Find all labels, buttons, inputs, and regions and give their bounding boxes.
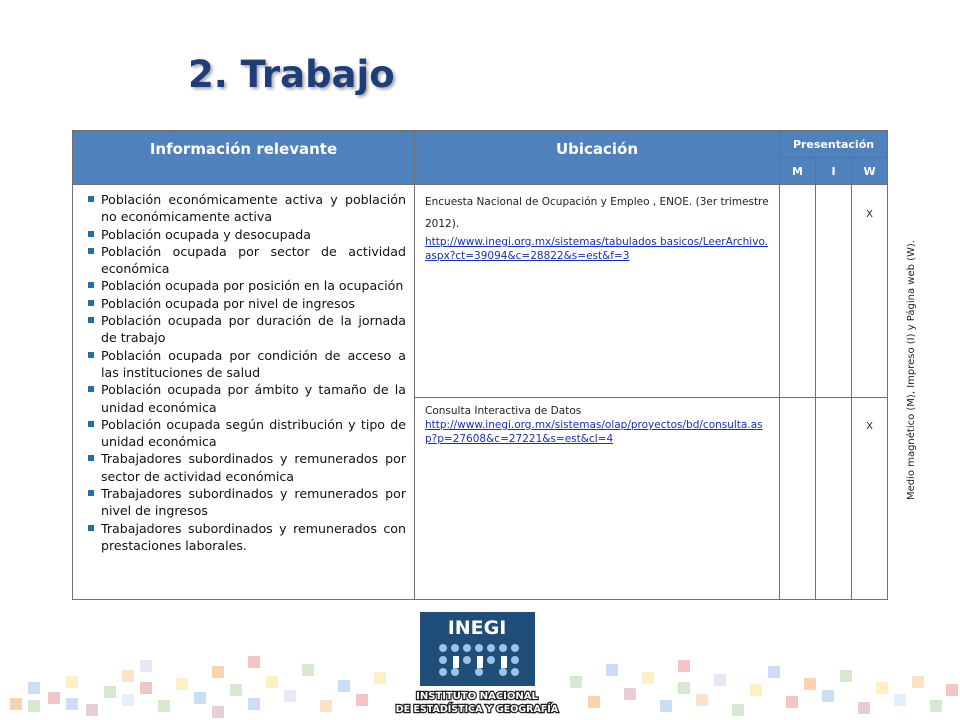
bullet-icon: [88, 248, 94, 254]
bullet-icon: [88, 386, 94, 392]
source-text: Encuesta Nacional de Ocupación y Empleo , ENOE. (3er trimestre 2012).: [425, 196, 769, 230]
logo-line2: DE ESTADÍSTICA Y GEOGRAFÍA: [395, 704, 559, 715]
bullet-icon: [88, 525, 94, 531]
source-cell-enoe: [415, 185, 780, 398]
list-item: Población económicamente activa y población no económicamente activa: [87, 191, 406, 226]
info-table: [72, 130, 888, 600]
bullet-icon: [88, 317, 94, 323]
source-link-consulta[interactable]: http://www.inegi.org.mx/sistemas/olap/proyectos/bd/consulta.asp?p=27608&c=27221&s=est&cl=4: [425, 419, 763, 445]
bullet-icon: [88, 231, 94, 237]
cell-m: [780, 398, 816, 600]
list-item: Población ocupada por nivel de ingresos: [87, 295, 406, 312]
list-item: Trabajadores subordinados y remunerados con prestaciones laborales.: [87, 520, 406, 555]
cell-w: X: [852, 398, 888, 600]
cell-m: [780, 185, 816, 398]
header-m: M: [780, 158, 816, 185]
header-ubicacion: Ubicación: [415, 131, 780, 185]
page-title: 2. Trabajo: [188, 53, 395, 96]
logo-acronym: INEGI: [447, 617, 507, 639]
bullet-icon: [88, 352, 94, 358]
header-i: I: [816, 158, 852, 185]
cell-i: [816, 398, 852, 600]
info-list-cell: [73, 185, 415, 600]
list-item: Población ocupada por posición en la ocupación: [87, 277, 406, 294]
list-item: Población ocupada y desocupada: [87, 226, 406, 243]
bullet-icon: [88, 196, 94, 202]
bullet-icon: [88, 455, 94, 461]
source-cell-consulta: [415, 398, 780, 600]
list-item: Población ocupada por sector de actividad económica: [87, 243, 406, 278]
inegi-logo: [395, 608, 560, 718]
info-list: [87, 191, 406, 554]
header-w: W: [852, 158, 888, 185]
source-text: Consulta Interactiva de Datos: [425, 405, 582, 417]
header-informacion: Información relevante: [73, 131, 415, 185]
cell-i: [816, 185, 852, 398]
bullet-icon: [88, 300, 94, 306]
logo-line1: INSTITUTO NACIONAL: [416, 691, 538, 702]
bullet-icon: [88, 282, 94, 288]
list-item: Trabajadores subordinados y remunerados por nivel de ingresos: [87, 485, 406, 520]
bullet-icon: [88, 421, 94, 427]
cell-w: X: [852, 185, 888, 398]
list-item: Población ocupada por duración de la jornada de trabajo: [87, 312, 406, 347]
list-item: Población ocupada según distribución y tipo de unidad económica: [87, 416, 406, 451]
source-link-enoe[interactable]: http://www.inegi.org.mx/sistemas/tabulados basicos/LeerArchivo.aspx?ct=39094&c=28822&s=est&f=3: [425, 236, 769, 262]
bullet-icon: [88, 490, 94, 496]
list-item: Población ocupada por condición de acceso a las instituciones de salud: [87, 347, 406, 382]
list-item: Población ocupada por ámbito y tamaño de la unidad económica: [87, 381, 406, 416]
list-item: Trabajadores subordinados y remunerados por sector de actividad económica: [87, 450, 406, 485]
header-presentacion: Presentación: [780, 131, 888, 158]
